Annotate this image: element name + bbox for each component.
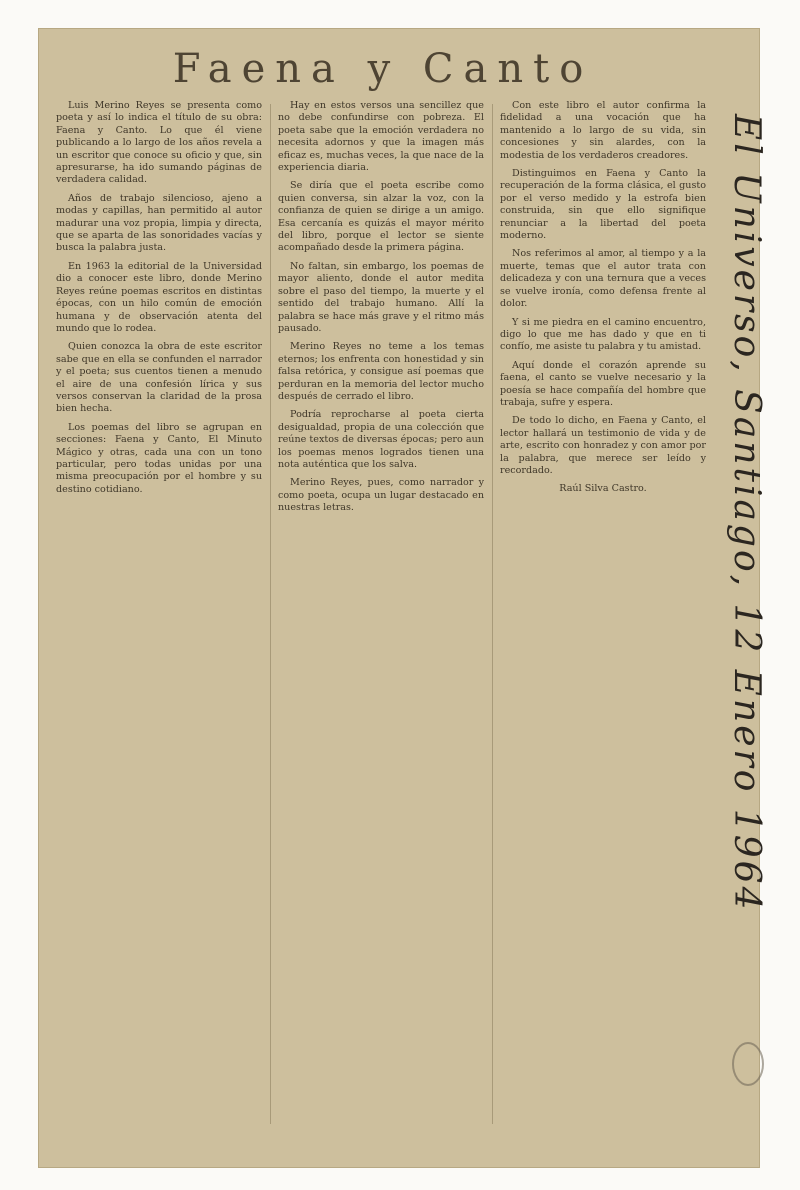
paragraph: Se diría que el poeta escribe como quien conversa, sin alzar la voz, con la confianza de quien se dirige a un amigo. Esa cercanía es quizás el mayor mérito del libro, porque el lector se siente acompañado desde la primera página. [278, 180, 484, 254]
paragraph: Merino Reyes no teme a los temas eternos; los enfrenta con honestidad y sin falsa retórica, y consigue así poemas que perduran en la memoria del lector mucho después de cerrado el libro. [278, 341, 484, 402]
paragraph: Distinguimos en Faena y Canto la recuperación de la forma clásica, el gusto por el verso medido y la estrofa bien construida, sin que ello signifique renunciar a la libertad del poeta moderno. [500, 168, 706, 242]
paragraph: Merino Reyes, pues, como narrador y como poeta, ocupa un lugar destacado en nuestras letras. [278, 477, 484, 514]
paragraph: Nos referimos al amor, al tiempo y a la muerte, temas que el autor trata con delicadeza y con una ternura que a veces se vuelve ironía, como defensa frente al dolor. [500, 248, 706, 310]
paragraph: En 1963 la editorial de la Universidad dio a conocer este libro, donde Merino Reyes reúne poemas escritos en distintas épocas, con un hilo común de emoción humana y de observación atenta del mundo que lo rodea. [56, 260, 262, 334]
author-signature: Raúl Silva Castro. [559, 483, 647, 495]
paragraph: Años de trabajo silencioso, ajeno a modas y capillas, han permitido al autor madurar una voz propia, limpia y directa, que se aparta de las sonoridades vacías y busca la palabra justa. [56, 192, 262, 254]
paragraph: Luis Merino Reyes se presenta como poeta y así lo indica el título de su obra: Faena y Canto. Lo que él viene publicando a lo largo de los años revela a un escritor que conoce su oficio y que, sin apresurarse, ha ido sumando páginas de verdadera calidad. [56, 100, 262, 186]
handwritten-annotation: El Universo, Santiago, 12 Enero 1964 [726, 114, 767, 913]
paragraph: Hay en estos versos una sencillez que no debe confundirse con pobreza. El poeta sabe que la emoción verdadera no necesita adornos y que la imagen más eficaz es, muchas veces, la que nace de la experiencia diaria. [278, 100, 484, 174]
paragraph: Los poemas del libro se agrupan en secciones: Faena y Canto, El Minuto Mágico y otras, cada una con un tono particular, pero todas unidas por una misma preocupación por el hombre y su destino cotidiano. [56, 421, 262, 495]
masthead-title: Faena y Canto [172, 46, 594, 92]
paragraph: Quien conozca la obra de este escritor sabe que en ella se confunden el narrador y el poeta; sus cuentos tienen a menudo el aire de una confesión lírica y sus versos conservan la claridad de la prosa bien hecha. [56, 341, 262, 415]
column-3 [500, 100, 706, 1130]
article-body [56, 100, 706, 1130]
paragraph: De todo lo dicho, en Faena y Canto, el lector hallará un testimonio de vida y de arte, escrito con honradez y con amor por la palabra, que merece ser leído y recordado. [500, 415, 706, 476]
paragraph: Y si me piedra en el camino encuentro, digo lo que me has dado y que en ti confío, me asiste tu palabra y tu amistad. [500, 316, 706, 353]
paragraph: Podría reprocharse al poeta cierta desigualdad, propia de una colección que reúne textos de diversas épocas; pero aun los poemas menos logrados tienen una nota auténtica que los salva. [278, 409, 484, 470]
column-1 [56, 100, 262, 1130]
paragraph: Aquí donde el corazón aprende su faena, el canto se vuelve necesario y la poesía se hace compañía del hombre que trabaja, sufre y espera. [500, 359, 706, 408]
corner-stamp-mark [732, 1042, 764, 1086]
newspaper-clipping [38, 28, 767, 1168]
column-divider [270, 104, 271, 1124]
paragraph: Con este libro el autor confirma la fidelidad a una vocación que ha mantenido a lo largo de su vida, sin concesiones y sin alardes, con la modestia de los verdaderos creadores. [500, 100, 706, 161]
column-2 [278, 100, 484, 1130]
column-divider [492, 104, 493, 1124]
paragraph: No faltan, sin embargo, los poemas de mayor aliento, donde el autor medita sobre el paso del tiempo, la muerte y el sentido del trabajo humano. Allí la palabra se hace más grave y el ritmo más pausado. [278, 260, 484, 334]
